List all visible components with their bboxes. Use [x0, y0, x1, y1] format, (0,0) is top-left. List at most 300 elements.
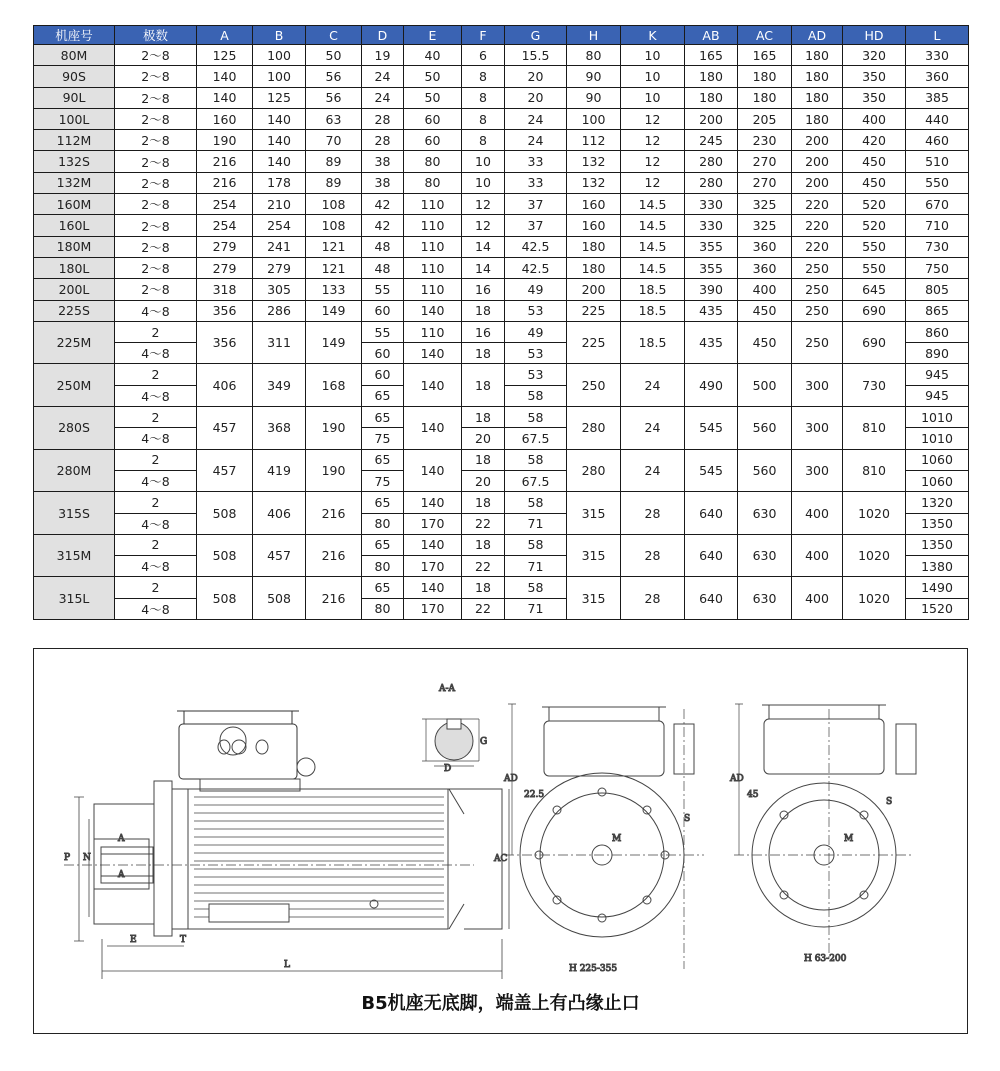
frame-cell: 280S	[34, 407, 115, 450]
table-cell: 2	[115, 407, 197, 428]
table-cell: 4～8	[115, 513, 197, 534]
table-cell: 1010	[906, 428, 969, 449]
table-cell: 160	[197, 108, 253, 129]
table-cell: 18	[462, 577, 505, 598]
frame-cell: 132S	[34, 151, 115, 172]
table-cell: 4～8	[115, 428, 197, 449]
table-cell: 80	[404, 172, 462, 193]
table-cell: 58	[505, 492, 567, 513]
table-cell: 18.5	[621, 279, 685, 300]
table-cell: 140	[197, 66, 253, 87]
table-cell: 89	[306, 151, 362, 172]
table-cell: 80	[362, 513, 404, 534]
table-row	[34, 279, 969, 300]
table-cell: 4～8	[115, 385, 197, 406]
table-cell: 24	[621, 449, 685, 492]
table-cell: 125	[253, 87, 306, 108]
table-cell: 457	[197, 449, 253, 492]
table-cell: 89	[306, 172, 362, 193]
table-cell: 65	[362, 407, 404, 428]
table-cell: 2	[115, 492, 197, 513]
table-cell: 24	[621, 364, 685, 407]
table-cell: 330	[906, 45, 969, 66]
table-cell: 65	[362, 385, 404, 406]
frame-cell: 180L	[34, 257, 115, 278]
table-cell: 280	[685, 172, 738, 193]
table-cell: 24	[362, 66, 404, 87]
table-cell: 508	[197, 492, 253, 535]
table-cell: 805	[906, 279, 969, 300]
frame-cell: 160L	[34, 215, 115, 236]
small-AD: AD	[730, 774, 744, 784]
table-cell: 1520	[906, 598, 969, 619]
table-cell: 42.5	[505, 257, 567, 278]
table-cell: 2～8	[115, 279, 197, 300]
table-cell: 1060	[906, 470, 969, 491]
table-cell: 190	[197, 130, 253, 151]
table-body	[34, 45, 969, 620]
table-cell: 450	[738, 321, 792, 364]
table-cell: 500	[738, 364, 792, 407]
table-cell: 18	[462, 449, 505, 470]
frame-cell: 160M	[34, 194, 115, 215]
column-header: G	[505, 26, 567, 45]
table-cell: 168	[306, 364, 362, 407]
label-A2: A	[118, 870, 125, 880]
table-cell: 140	[253, 130, 306, 151]
table-cell: 457	[197, 407, 253, 450]
table-cell: 15.5	[505, 45, 567, 66]
table-row	[34, 407, 969, 428]
table-row	[34, 257, 969, 278]
table-cell: 220	[792, 194, 843, 215]
table-cell: 2～8	[115, 45, 197, 66]
table-row	[34, 577, 969, 598]
table-cell: 220	[792, 215, 843, 236]
table-cell: 1320	[906, 492, 969, 513]
table-cell: 520	[843, 215, 906, 236]
label-D: D	[444, 764, 452, 774]
table-cell: 132	[567, 172, 621, 193]
table-cell: 149	[306, 300, 362, 321]
table-cell: 70	[306, 130, 362, 151]
table-header-row	[34, 26, 969, 45]
table-cell: 60	[362, 364, 404, 385]
table-cell: 560	[738, 407, 792, 450]
table-cell: 216	[306, 577, 362, 620]
table-cell: 216	[306, 534, 362, 577]
table-cell: 38	[362, 172, 404, 193]
frame-cell: 112M	[34, 130, 115, 151]
table-cell: 170	[404, 513, 462, 534]
table-cell: 110	[404, 194, 462, 215]
table-cell: 58	[505, 385, 567, 406]
table-cell: 270	[738, 172, 792, 193]
table-cell: 508	[197, 534, 253, 577]
table-cell: 140	[404, 577, 462, 598]
frame-cell: 315M	[34, 534, 115, 577]
table-cell: 140	[197, 87, 253, 108]
table-cell: 121	[306, 236, 362, 257]
table-cell: 10	[621, 45, 685, 66]
table-cell: 460	[906, 130, 969, 151]
table-cell: 420	[843, 130, 906, 151]
table-cell: 12	[621, 130, 685, 151]
table-cell: 65	[362, 534, 404, 555]
table-cell: 2	[115, 364, 197, 385]
table-cell: 140	[253, 108, 306, 129]
table-cell: 180	[792, 66, 843, 87]
table-cell: 550	[843, 236, 906, 257]
table-cell: 890	[906, 343, 969, 364]
table-cell: 280	[567, 449, 621, 492]
table-cell: 110	[404, 236, 462, 257]
table-cell: 180	[792, 45, 843, 66]
table-cell: 630	[738, 577, 792, 620]
table-cell: 865	[906, 300, 969, 321]
frame-cell: 200L	[34, 279, 115, 300]
table-cell: 810	[843, 407, 906, 450]
label-A1: A	[118, 834, 125, 844]
table-cell: 100	[567, 108, 621, 129]
table-cell: 225	[567, 321, 621, 364]
table-cell: 71	[505, 556, 567, 577]
table-cell: 22	[462, 556, 505, 577]
table-cell: 1060	[906, 449, 969, 470]
table-row	[34, 321, 969, 342]
column-header: K	[621, 26, 685, 45]
table-cell: 550	[906, 172, 969, 193]
table-cell: 55	[362, 279, 404, 300]
table-row	[34, 449, 969, 470]
table-cell: 12	[621, 172, 685, 193]
table-cell: 18	[462, 492, 505, 513]
table-row	[34, 108, 969, 129]
table-cell: 180	[567, 236, 621, 257]
table-cell: 19	[362, 45, 404, 66]
table-cell: 108	[306, 194, 362, 215]
table-cell: 440	[906, 108, 969, 129]
column-header: A	[197, 26, 253, 45]
table-cell: 180	[685, 66, 738, 87]
table-cell: 945	[906, 385, 969, 406]
frame-cell: 100L	[34, 108, 115, 129]
table-cell: 10	[621, 87, 685, 108]
table-cell: 133	[306, 279, 362, 300]
table-cell: 190	[306, 449, 362, 492]
table-cell: 80	[404, 151, 462, 172]
table-cell: 385	[906, 87, 969, 108]
table-cell: 10	[621, 66, 685, 87]
table-cell: 730	[906, 236, 969, 257]
table-cell: 18	[462, 534, 505, 555]
table-cell: 305	[253, 279, 306, 300]
label-P: P	[64, 853, 71, 863]
table-cell: 508	[253, 577, 306, 620]
table-cell: 550	[843, 257, 906, 278]
table-cell: 2	[115, 534, 197, 555]
table-cell: 65	[362, 577, 404, 598]
table-cell: 8	[462, 108, 505, 129]
table-cell: 300	[792, 407, 843, 450]
table-cell: 330	[685, 194, 738, 215]
table-cell: 48	[362, 236, 404, 257]
table-cell: 58	[505, 407, 567, 428]
table-cell: 63	[306, 108, 362, 129]
table-row	[34, 215, 969, 236]
label-N: N	[83, 853, 91, 863]
table-cell: 160	[567, 215, 621, 236]
table-cell: 4～8	[115, 556, 197, 577]
table-row	[34, 87, 969, 108]
column-header: AC	[738, 26, 792, 45]
table-cell: 2～8	[115, 215, 197, 236]
table-cell: 1020	[843, 577, 906, 620]
table-cell: 2～8	[115, 194, 197, 215]
frame-cell: 315S	[34, 492, 115, 535]
column-header: 极数	[115, 26, 197, 45]
table-cell: 50	[306, 45, 362, 66]
table-cell: 2～8	[115, 108, 197, 129]
table-cell: 490	[685, 364, 738, 407]
table-cell: 28	[621, 492, 685, 535]
table-cell: 20	[505, 87, 567, 108]
table-cell: 125	[197, 45, 253, 66]
label-G: G	[480, 737, 488, 747]
table-cell: 110	[404, 215, 462, 236]
table-cell: 8	[462, 87, 505, 108]
frame-cell: 225S	[34, 300, 115, 321]
frame-cell: 90L	[34, 87, 115, 108]
table-cell: 14	[462, 257, 505, 278]
table-cell: 80	[362, 556, 404, 577]
table-cell: 18	[462, 300, 505, 321]
table-cell: 2	[115, 577, 197, 598]
table-cell: 180	[738, 66, 792, 87]
table-cell: 205	[738, 108, 792, 129]
table-cell: 356	[197, 300, 253, 321]
table-cell: 400	[792, 577, 843, 620]
table-cell: 140	[404, 343, 462, 364]
table-cell: 110	[404, 321, 462, 342]
table-row	[34, 364, 969, 385]
table-cell: 315	[567, 577, 621, 620]
label-AC: AC	[494, 854, 508, 864]
table-cell: 12	[462, 194, 505, 215]
table-cell: 2	[115, 449, 197, 470]
table-cell: 241	[253, 236, 306, 257]
table-cell: 216	[197, 151, 253, 172]
table-cell: 640	[685, 492, 738, 535]
table-cell: 16	[462, 321, 505, 342]
table-cell: 65	[362, 492, 404, 513]
table-cell: 200	[792, 130, 843, 151]
table-cell: 18	[462, 364, 505, 407]
table-row	[34, 66, 969, 87]
table-cell: 33	[505, 151, 567, 172]
table-cell: 165	[738, 45, 792, 66]
table-cell: 4～8	[115, 470, 197, 491]
table-row	[34, 534, 969, 555]
table-cell: 110	[404, 279, 462, 300]
frame-cell: 80M	[34, 45, 115, 66]
table-cell: 450	[738, 300, 792, 321]
frame-cell: 280M	[34, 449, 115, 492]
small-angle: 45	[747, 790, 759, 800]
column-header: AB	[685, 26, 738, 45]
table-cell: 58	[505, 577, 567, 598]
table-cell: 50	[404, 87, 462, 108]
table-cell: 220	[792, 236, 843, 257]
table-cell: 53	[505, 364, 567, 385]
table-cell: 245	[685, 130, 738, 151]
frame-cell: 225M	[34, 321, 115, 364]
table-cell: 545	[685, 449, 738, 492]
table-cell: 355	[685, 236, 738, 257]
table-cell: 4～8	[115, 343, 197, 364]
table-cell: 300	[792, 449, 843, 492]
table-cell: 180	[685, 87, 738, 108]
table-cell: 12	[621, 108, 685, 129]
table-cell: 400	[738, 279, 792, 300]
table-cell: 210	[253, 194, 306, 215]
table-cell: 2～8	[115, 130, 197, 151]
table-cell: 58	[505, 449, 567, 470]
table-row	[34, 492, 969, 513]
front-view-small	[729, 704, 916, 964]
table-cell: 48	[362, 257, 404, 278]
table-cell: 350	[843, 66, 906, 87]
table-cell: 2～8	[115, 257, 197, 278]
table-cell: 1010	[906, 407, 969, 428]
table-cell: 368	[253, 407, 306, 450]
table-cell: 690	[843, 300, 906, 321]
table-cell: 60	[404, 108, 462, 129]
table-cell: 400	[792, 492, 843, 535]
table-cell: 2～8	[115, 172, 197, 193]
frame-cell: 250M	[34, 364, 115, 407]
table-cell: 216	[197, 172, 253, 193]
table-cell: 100	[253, 66, 306, 87]
table-cell: 18.5	[621, 321, 685, 364]
column-header: HD	[843, 26, 906, 45]
table-cell: 18.5	[621, 300, 685, 321]
table-cell: 435	[685, 300, 738, 321]
table-cell: 49	[505, 321, 567, 342]
table-cell: 1380	[906, 556, 969, 577]
table-cell: 860	[906, 321, 969, 342]
table-cell: 254	[197, 194, 253, 215]
table-cell: 33	[505, 172, 567, 193]
table-cell: 200	[792, 151, 843, 172]
table-cell: 250	[792, 300, 843, 321]
table-cell: 38	[362, 151, 404, 172]
table-cell: 190	[306, 407, 362, 450]
table-cell: 730	[843, 364, 906, 407]
table-cell: 80	[362, 598, 404, 619]
table-cell: 216	[306, 492, 362, 535]
table-cell: 645	[843, 279, 906, 300]
table-cell: 140	[404, 300, 462, 321]
column-header: AD	[792, 26, 843, 45]
table-cell: 56	[306, 87, 362, 108]
table-cell: 457	[253, 534, 306, 577]
large-caption: H 225-355	[569, 964, 618, 974]
table-cell: 300	[792, 364, 843, 407]
table-cell: 2～8	[115, 87, 197, 108]
table-cell: 710	[906, 215, 969, 236]
table-cell: 65	[362, 449, 404, 470]
table-cell: 2～8	[115, 236, 197, 257]
table-cell: 4～8	[115, 598, 197, 619]
table-cell: 270	[738, 151, 792, 172]
table-cell: 12	[621, 151, 685, 172]
table-cell: 325	[738, 215, 792, 236]
column-header: E	[404, 26, 462, 45]
table-cell: 16	[462, 279, 505, 300]
table-cell: 1490	[906, 577, 969, 598]
table-cell: 49	[505, 279, 567, 300]
table-cell: 170	[404, 598, 462, 619]
table-cell: 406	[253, 492, 306, 535]
table-cell: 28	[621, 577, 685, 620]
table-cell: 254	[197, 215, 253, 236]
table-cell: 42	[362, 215, 404, 236]
large-angle: 22.5	[524, 790, 545, 800]
column-header: C	[306, 26, 362, 45]
table-cell: 60	[362, 343, 404, 364]
table-cell: 311	[253, 321, 306, 364]
large-AD: AD	[504, 774, 518, 784]
table-cell: 112	[567, 130, 621, 151]
table-cell: 510	[906, 151, 969, 172]
column-header: L	[906, 26, 969, 45]
table-cell: 250	[567, 364, 621, 407]
table-cell: 71	[505, 598, 567, 619]
table-row	[34, 130, 969, 151]
table-cell: 121	[306, 257, 362, 278]
table-cell: 435	[685, 321, 738, 364]
large-S: S	[684, 814, 691, 824]
table-cell: 40	[404, 45, 462, 66]
table-cell: 18	[462, 407, 505, 428]
table-cell: 230	[738, 130, 792, 151]
small-S: S	[886, 797, 893, 807]
section-view	[422, 684, 487, 774]
table-cell: 55	[362, 321, 404, 342]
table-cell: 170	[404, 556, 462, 577]
table-cell: 406	[197, 364, 253, 407]
table-cell: 22	[462, 513, 505, 534]
table-cell: 28	[362, 130, 404, 151]
table-cell: 330	[685, 215, 738, 236]
table-cell: 750	[906, 257, 969, 278]
table-cell: 14.5	[621, 257, 685, 278]
table-cell: 450	[843, 172, 906, 193]
table-cell: 318	[197, 279, 253, 300]
table-cell: 640	[685, 534, 738, 577]
table-cell: 110	[404, 257, 462, 278]
front-view-large	[503, 704, 704, 974]
section-title: A-A	[439, 684, 456, 694]
table-cell: 90	[567, 87, 621, 108]
table-cell: 200	[792, 172, 843, 193]
table-cell: 2～8	[115, 151, 197, 172]
label-E: E	[130, 935, 137, 945]
table-cell: 320	[843, 45, 906, 66]
table-cell: 254	[253, 215, 306, 236]
table-cell: 945	[906, 364, 969, 385]
